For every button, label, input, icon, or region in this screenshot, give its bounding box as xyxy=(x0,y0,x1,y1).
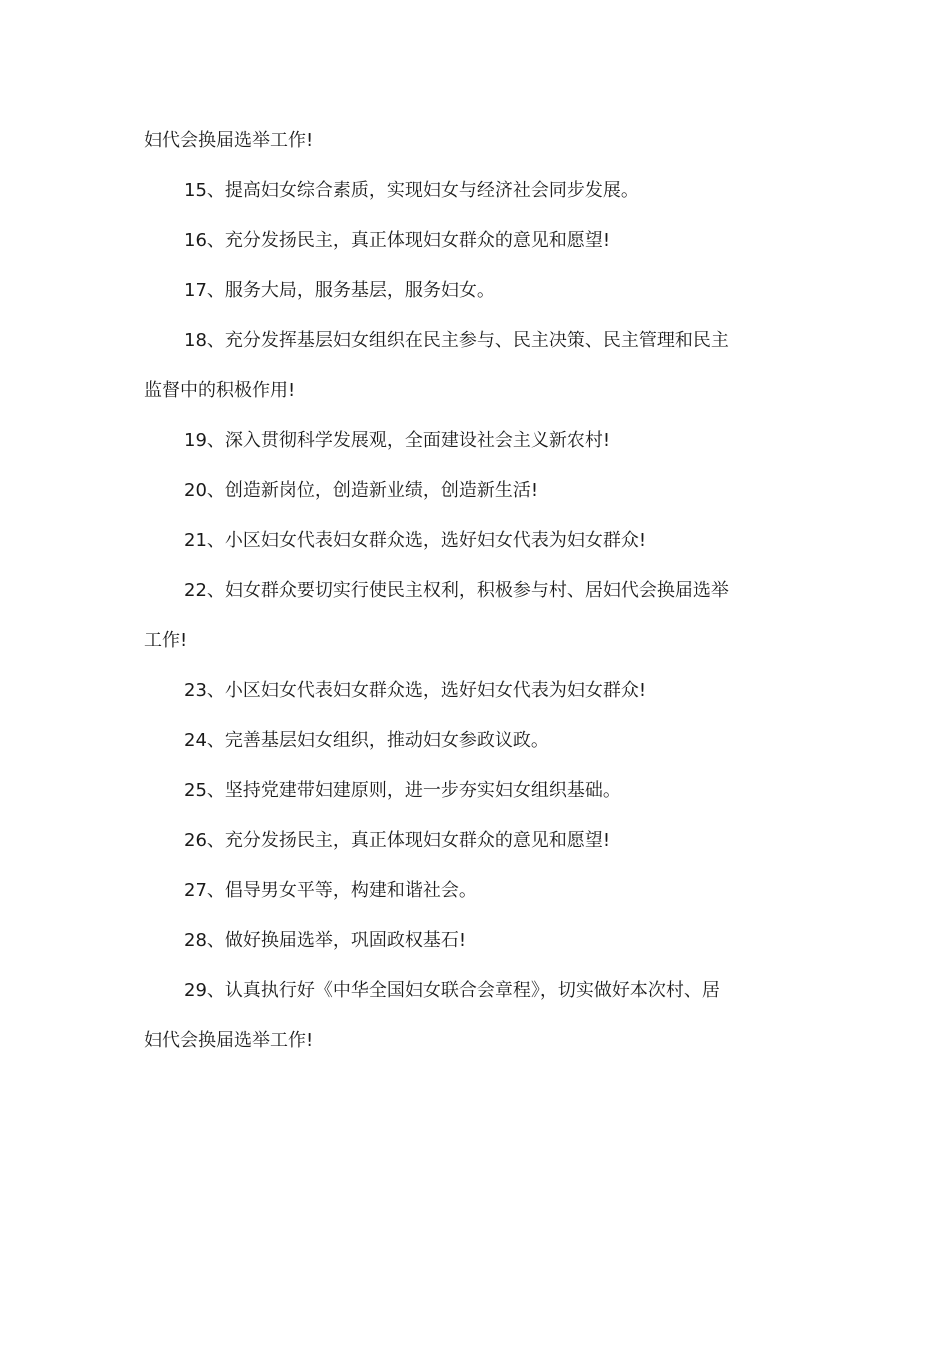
text-line: 24、完善基层妇女组织，推动妇女参政议政。 xyxy=(184,730,549,751)
text-line: 妇代会换届选举工作! xyxy=(144,130,314,151)
text-line: 妇代会换届选举工作! xyxy=(144,1030,314,1051)
text-line: 27、倡导男女平等，构建和谐社会。 xyxy=(184,880,477,901)
text-line: 28、做好换届选举，巩固政权基石! xyxy=(184,930,467,951)
text-line: 监督中的积极作用! xyxy=(144,380,296,401)
text-line: 19、深入贯彻科学发展观，全面建设社会主义新农村! xyxy=(184,430,611,451)
text-line: 工作! xyxy=(144,630,188,651)
text-line: 15、提高妇女综合素质，实现妇女与经济社会同步发展。 xyxy=(184,180,639,201)
text-line: 20、创造新岗位，创造新业绩，创造新生活! xyxy=(184,480,539,501)
document-body xyxy=(144,122,756,1072)
text-line: 23、小区妇女代表妇女群众选，选好妇女代表为妇女群众! xyxy=(184,680,647,701)
text-line: 22、妇女群众要切实行使民主权利，积极参与村、居妇代会换届选举 xyxy=(184,580,729,601)
text-line: 26、充分发扬民主，真正体现妇女群众的意见和愿望! xyxy=(184,830,611,851)
text-line: 18、充分发挥基层妇女组织在民主参与、民主决策、民主管理和民主 xyxy=(184,330,729,351)
text-line: 17、服务大局，服务基层，服务妇女。 xyxy=(184,280,495,301)
text-line: 16、充分发扬民主，真正体现妇女群众的意见和愿望! xyxy=(184,230,611,251)
text-line: 29、认真执行好《中华全国妇女联合会章程》，切实做好本次村、居 xyxy=(184,980,720,1001)
text-line: 25、坚持党建带妇建原则，进一步夯实妇女组织基础。 xyxy=(184,780,621,801)
text-line: 21、小区妇女代表妇女群众选，选好妇女代表为妇女群众! xyxy=(184,530,647,551)
